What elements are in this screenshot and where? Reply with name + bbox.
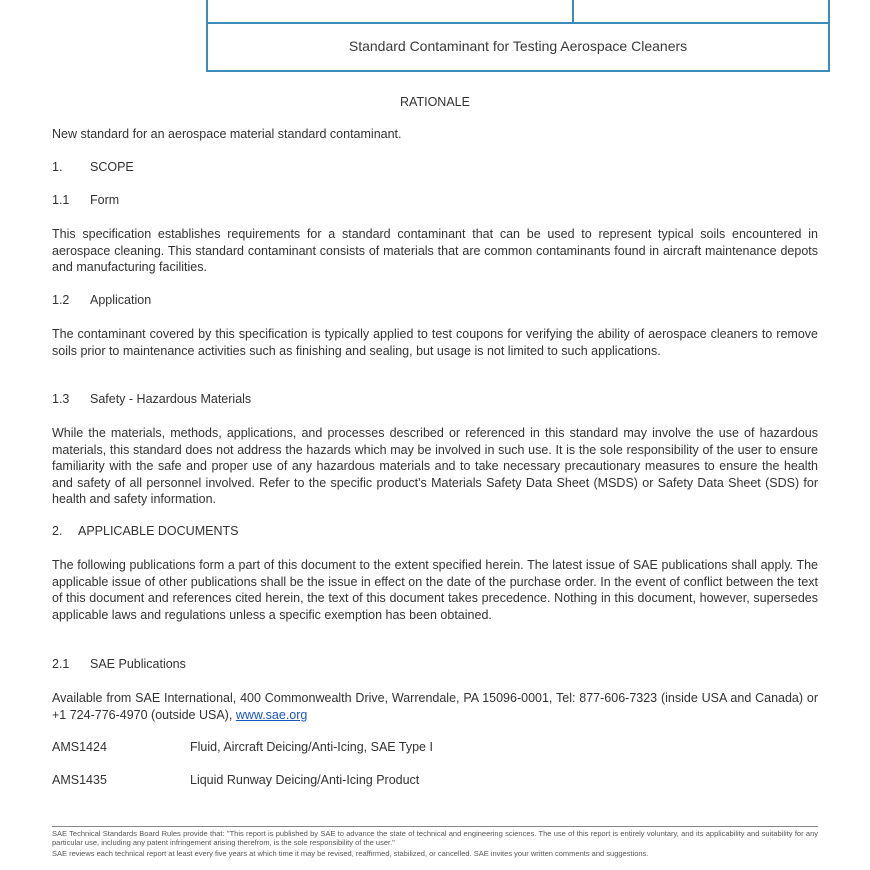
rationale-text: New standard for an aerospace material standard contaminant.: [52, 127, 402, 141]
section-1-1-title: Form: [90, 193, 120, 207]
reference-code: AMS1435: [52, 773, 107, 787]
section-2-1-text: [52, 690, 818, 723]
reference-code: AMS1424: [52, 740, 107, 754]
section-2-title: APPLICABLE DOCUMENTS: [78, 524, 239, 538]
document-title: Standard Contaminant for Testing Aerospace Cleaners: [348, 38, 688, 54]
section-1-2-title: Application: [90, 293, 152, 307]
footer-review-note: SAE reviews each technical report at least every five years at which time it may be revised, reaffirmed, stabilized, or cancelled. SAE invites your written comments and suggestions.: [52, 849, 649, 858]
reference-title: Fluid, Aircraft Deicing/Anti-Icing, SAE Type I: [190, 740, 433, 754]
rationale-heading: RATIONALE: [400, 95, 470, 109]
section-2-1-title: SAE Publications: [90, 657, 186, 671]
sae-address-text: Available from SAE International, 400 Commonwealth Drive, Warrendale, PA 15096-0001, Tel: 877-606-7323 (inside USA and Canada) or +1 724-776-4970 (outside USA),: [52, 691, 818, 722]
footer-divider: [52, 826, 818, 827]
section-1-number: 1.: [52, 160, 63, 174]
reference-title: Liquid Runway Deicing/Anti-Icing Product: [190, 773, 420, 787]
section-1-1-text: This specification establishes requirements for a standard contaminant that can be used to represent typical soils encountered in aerospace cleaning. This standard contaminant consists of materials that are common contaminants found in aircraft maintenance depots and manufacturing facilities.: [52, 227, 818, 274]
section-1-3-title: Safety - Hazardous Materials: [90, 392, 252, 406]
document-header-box: [206, 0, 830, 72]
header-cell-divider: [572, 0, 574, 24]
section-1-title: SCOPE: [90, 160, 134, 174]
section-1-2-number: 1.2: [52, 293, 70, 307]
section-2-number: 2.: [52, 524, 63, 538]
section-1-2-text: The contaminant covered by this specification is typically applied to test coupons for verifying the ability of aerospace cleaners to remove soils prior to maintenance activities such as finishing and sealing, but usage is not limited to such applications.: [52, 327, 818, 358]
sae-website-link[interactable]: www.sae.org: [235, 707, 308, 722]
header-divider: [208, 22, 828, 24]
section-1-3-number: 1.3: [52, 392, 70, 406]
section-2-1-number: 2.1: [52, 657, 70, 671]
footer-disclaimer: SAE Technical Standards Board Rules provide that: "This report is published by SAE to advance the state of technical and engineering sciences. The use of this report is entirely voluntary, and its applicability and suitability for any particular use, including any patent infringement arising therefrom, is the sole responsibility of the user.": [52, 829, 818, 847]
section-2-text: The following publications form a part of this document to the extent specified herein. The latest issue of SAE publications shall apply. The applicable issue of other publications shall be the issue in effect on the date of the purchase order. In the event of conflict between the text of this document and references cited herein, the text of this document takes precedence. Nothing in this document, however, supersedes applicable laws and regulations unless a specific exemption has been obtained.: [52, 558, 818, 622]
section-1-3-text: While the materials, methods, applications, and processes described or referenced in this standard may involve the use of hazardous materials, this standard does not address the hazards which may be involved in such use. It is the sole responsibility of the user to ensure familiarity with the safe and proper use of any hazardous materials and to take necessary precautionary measures to ensure the health and safety of all personnel involved. Refer to the specific product's Materials Safety Data Sheet (MSDS) or Safety Data Sheet (SDS) for health and safety information.: [52, 426, 818, 506]
section-1-1-number: 1.1: [52, 193, 70, 207]
